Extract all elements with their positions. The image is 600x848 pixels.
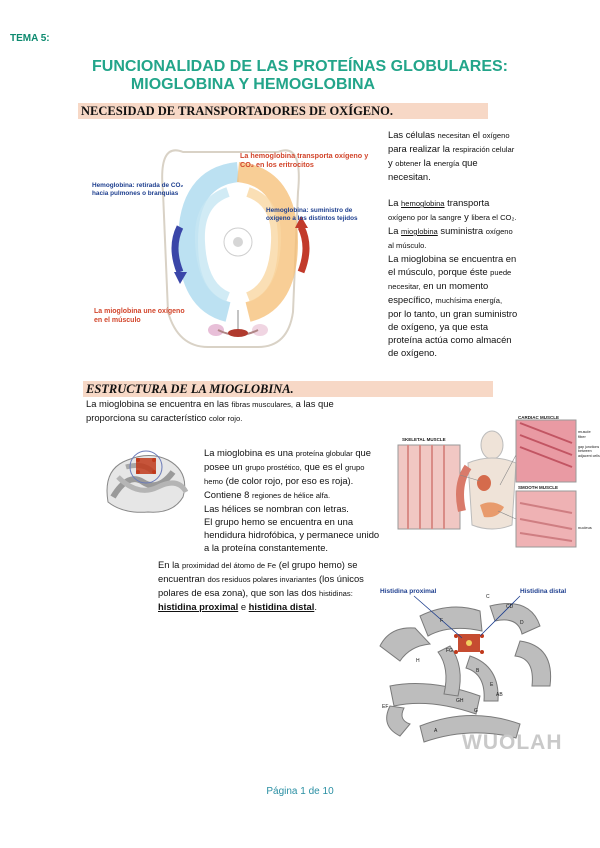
- section2-intro: La mioglobina se encuentra en las fibras musculares, a las que proporciona su característico color rojo.: [86, 398, 334, 423]
- label-histidina-proximal: Histidina proximal: [380, 588, 437, 595]
- myoglobin-ribbon-image: [98, 442, 198, 520]
- paragraph-hemo: El grupo hemo se encuentra en una hendidura hidrofóbica, y permanece unido a la proteína constantemente.: [204, 516, 380, 553]
- watermark: WUOLAH: [462, 731, 563, 754]
- label-mb-une: La mioglobina une oxígeno en el músculo: [94, 308, 185, 324]
- paragraph-2: La hemoglobina transporta oxígeno por la sangre y libera el CO₂.: [388, 197, 517, 222]
- label-smooth: SMOOTH MUSCLE: [518, 485, 558, 490]
- section-heading-1: NECESIDAD DE TRANSPORTADORES DE OXÍGENO.: [78, 103, 488, 119]
- helix-letter-c: C: [486, 594, 490, 600]
- helix-letter-gh: GH: [456, 698, 464, 704]
- label-histidina-distal: Histidina distal: [520, 588, 567, 595]
- label-hb-retirada: Hemoglobina: retirada de CO₂ hacia pulmones o branquias: [92, 182, 184, 197]
- helix-letter-d: D: [520, 620, 524, 626]
- helix-letter-ef: EF: [382, 704, 389, 710]
- label-muscle-fiber: muscle fiber: [578, 429, 591, 439]
- paragraph-1: Las células necesitan el oxígeno para realizar la respiración celular y obtener la energía que necesitan.: [388, 129, 515, 182]
- section-heading-2: ESTRUCTURA DE LA MIOGLOBINA.: [83, 381, 493, 397]
- myoglobin-helix-diagram: [370, 586, 590, 746]
- page-title-line1: FUNCIONALIDAD DE LAS PROTEÍNAS GLOBULARES:: [92, 58, 508, 75]
- page-title-line2: MIOGLOBINA Y HEMOGLOBINA: [130, 76, 376, 93]
- helix-letter-fg: FG: [446, 648, 453, 654]
- myoglobin-helix-figure: [370, 586, 590, 746]
- label-hb-suministro: Hemoglobina: suministro de oxígeno a los distintos tejidos: [266, 207, 358, 222]
- tema-label: TEMA 5:: [10, 33, 50, 44]
- helix-letter-g: G: [474, 708, 478, 714]
- helix-letter-f: F: [440, 618, 444, 624]
- helix-letter-ab: AB: [496, 692, 503, 698]
- helix-letter-a: A: [434, 728, 438, 734]
- paragraph-letters: Las hélices se nombran con letras.: [204, 503, 349, 514]
- label-skeletal: SKELETAL MUSCLE: [402, 437, 446, 442]
- section2-text: [204, 446, 380, 554]
- section2-histidines: En la proximidad del átomo de Fe (el grupo hemo) se encuentran dos residuos polares invariantes (los únicos polares de esa zona), que son las dos histidinas: histidina proximal e histidina distal.: [158, 559, 364, 612]
- section1-text: [388, 128, 518, 359]
- myoglobin-ribbon-small: [98, 442, 198, 520]
- oxygen-transport-figure: [88, 132, 378, 352]
- label-nucleus: nucleus: [578, 525, 592, 530]
- label-hb-transporta: La hemoglobina transporta oxígeno y CO₂ en los eritrocitos: [240, 151, 369, 169]
- paragraph-3: La mioglobina suministra oxígeno al músculo.: [388, 225, 513, 250]
- helix-letter-cd: CD: [506, 604, 514, 610]
- helix-letter-e: E: [490, 682, 494, 688]
- label-gap-junctions: gap junctions between adjacent cells: [578, 445, 600, 458]
- paragraph-globular: La mioglobina es una proteína globular que posee un grupo prostético, que es el grupo hemo (de color rojo, por eso es roja).: [204, 447, 371, 486]
- paragraph-4: La mioglobina se encuentra en el músculo, porque éste puede necesitar, en un momento específico, muchísima energía, por lo tanto, un gran suministro de oxígeno, ya que esta proteína actúa como almacén de oxígeno.: [388, 253, 518, 358]
- label-cardiac: CARDIAC MUSCLE: [518, 415, 559, 420]
- page-number: Página 1 de 10: [266, 786, 334, 797]
- helix-letter-b: B: [476, 668, 480, 674]
- paragraph-helices: Contiene 8 regiones de hélice alfa.: [204, 489, 331, 500]
- helix-letter-h: H: [416, 658, 420, 664]
- muscle-types-figure: [380, 415, 600, 565]
